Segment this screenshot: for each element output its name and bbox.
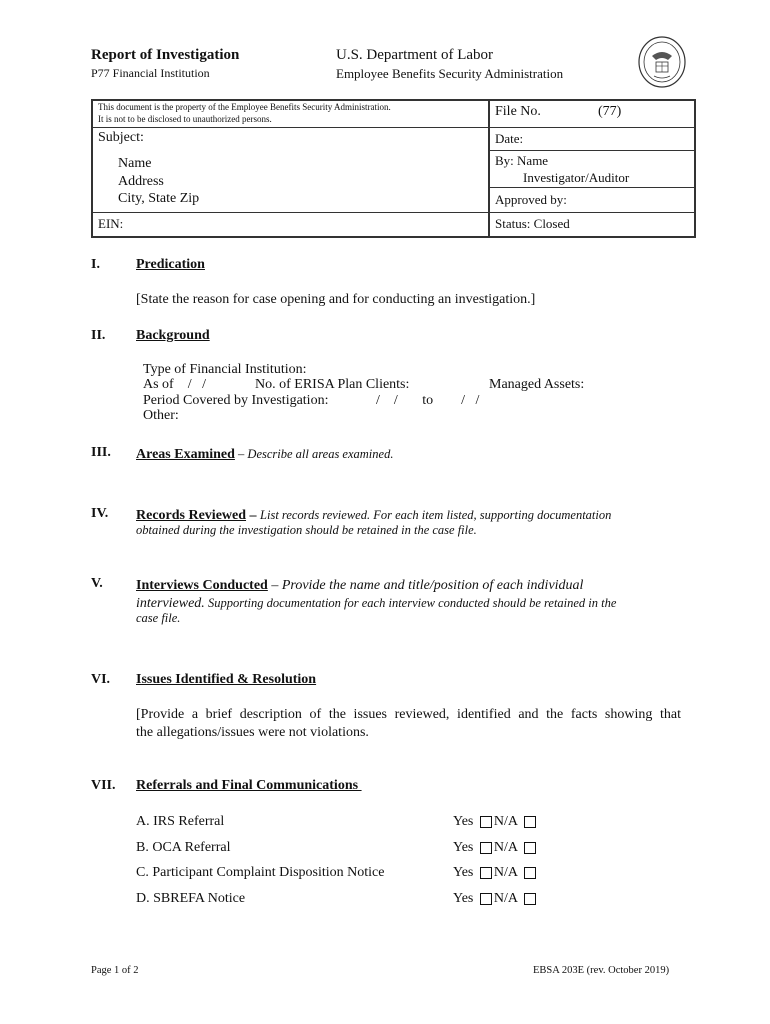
section-title-referrals: Referrals and Final Communications — [136, 778, 362, 793]
file-no-label: File No. — [495, 104, 541, 119]
referral-options — [453, 840, 538, 856]
file-no-value: (77) — [598, 104, 622, 119]
interviews-description-line3: case file. — [136, 611, 181, 625]
period-covered: Period Covered by Investigation: — [143, 393, 329, 408]
referral-item-label: A. IRS Referral — [136, 814, 225, 829]
agency-name: U.S. Department of Labor — [336, 47, 494, 63]
referral-item-label: C. Participant Complaint Disposition Notice — [136, 865, 385, 880]
managed-assets: Managed Assets: — [489, 377, 585, 392]
status-label: Status: Closed — [495, 216, 570, 231]
report-subtitle: P77 Financial Institution — [91, 66, 210, 80]
records-description-cont: obtained during the investigation should be retained in the case file. — [136, 523, 477, 537]
records-description: List records reviewed. For each item listed, supporting documentation — [260, 508, 612, 522]
referral-item-label: D. SBREFA Notice — [136, 891, 246, 906]
section-title-predication: Predication — [136, 257, 205, 272]
section-number: I. — [91, 257, 100, 272]
interviews-description: – Provide the name and title/position of each individual — [267, 578, 584, 593]
na-checkbox[interactable] — [524, 816, 536, 828]
na-label: N/A — [493, 840, 518, 855]
na-checkbox[interactable] — [524, 867, 536, 879]
box-rule — [91, 127, 696, 128]
issues-text: [Provide a brief description of the issues reviewed, identified and the facts showing that — [136, 707, 681, 722]
period-dates: / / to / / — [376, 393, 480, 408]
ein-label: EIN: — [98, 216, 124, 231]
disclosure-notice: It is not to be disclosed to unauthorized persons. — [98, 114, 272, 124]
yes-label: Yes — [453, 865, 474, 880]
section-number: II. — [91, 328, 106, 343]
section-areas-examined — [136, 445, 393, 463]
form-number: EBSA 203E (rev. October 2019) — [533, 965, 670, 976]
subject-city: City, State Zip — [118, 191, 200, 206]
box-rule — [489, 187, 696, 188]
division-name: Employee Benefits Security Administration — [336, 66, 564, 81]
institution-type: Type of Financial Institution: — [143, 362, 307, 377]
section-title-records: Records Reviewed — [136, 508, 247, 523]
yes-checkbox[interactable] — [480, 867, 492, 879]
na-checkbox[interactable] — [524, 893, 536, 905]
areas-description: – Describe all areas examined. — [234, 447, 394, 461]
section-title-issues: Issues Identified & Resolution — [136, 672, 317, 687]
other-field: Other: — [143, 408, 179, 423]
plan-clients: No. of ERISA Plan Clients: — [255, 377, 410, 392]
section-number: V. — [91, 576, 103, 591]
referral-options — [453, 814, 538, 830]
investigator-role: Investigator/Auditor — [523, 170, 630, 185]
box-rule — [91, 212, 696, 213]
referral-options — [453, 865, 538, 881]
yes-checkbox[interactable] — [480, 816, 492, 828]
page-number: Page 1 of 2 — [91, 965, 139, 976]
yes-checkbox[interactable] — [480, 842, 492, 854]
approved-label: Approved by: — [495, 192, 567, 207]
na-label: N/A — [493, 814, 518, 829]
yes-label: Yes — [453, 840, 474, 855]
section-title-interviews: Interviews Conducted — [136, 578, 268, 593]
box-rule — [489, 150, 696, 151]
report-title: Report of Investigation — [91, 47, 240, 63]
property-notice: This document is the property of the Employee Benefits Security Administration. — [98, 102, 391, 112]
section-title-areas: Areas Examined — [136, 447, 235, 462]
date-label: Date: — [495, 131, 524, 146]
yes-checkbox[interactable] — [480, 893, 492, 905]
interviews-desc-part: interviewed. — [136, 596, 205, 611]
na-label: N/A — [493, 865, 518, 880]
dol-seal-icon — [638, 36, 686, 88]
section-interviews — [136, 576, 583, 594]
na-label: N/A — [493, 891, 518, 906]
yes-label: Yes — [453, 814, 474, 829]
section-title-background: Background — [136, 328, 210, 343]
section-number: VI. — [91, 672, 111, 687]
section-number: IV. — [91, 506, 109, 521]
subject-name: Name — [118, 156, 152, 171]
subject-label: Subject: — [98, 130, 144, 145]
as-of-date: As of / / — [143, 377, 206, 392]
issues-text-cont: the allegations/issues were not violations. — [136, 725, 369, 740]
predication-text: [State the reason for case opening and for conducting an investigation.] — [136, 292, 536, 307]
box-divider — [488, 99, 490, 238]
subject-address: Address — [118, 174, 164, 189]
interviews-desc-part: Supporting documentation for each interview conducted should be retained in the — [204, 596, 617, 610]
na-checkbox[interactable] — [524, 842, 536, 854]
referral-item-label: B. OCA Referral — [136, 840, 231, 855]
interviews-description-line2 — [136, 594, 616, 612]
section-number: VII. — [91, 778, 116, 793]
section-records — [136, 506, 611, 524]
records-dash: – — [246, 508, 261, 523]
yes-label: Yes — [453, 891, 474, 906]
section-number: III. — [91, 445, 111, 460]
investigator-label: By: Name — [495, 153, 549, 168]
referral-options — [453, 891, 538, 907]
